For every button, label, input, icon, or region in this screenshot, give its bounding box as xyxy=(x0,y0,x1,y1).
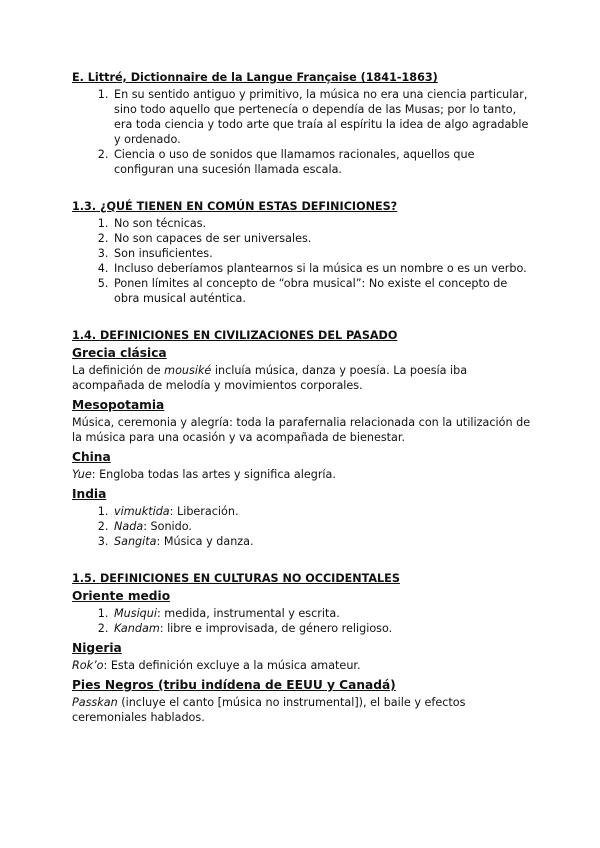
oriente-title: Oriente medio xyxy=(72,589,171,603)
mesopotamia-title: Mesopotamia xyxy=(72,398,165,412)
section-1-5-heading: 1.5. DEFINICIONES EN CULTURAS NO OCCIDENTALES xyxy=(72,572,400,585)
section-1-4-heading: 1.4. DEFINICIONES EN CIVILIZACIONES DEL PASADO xyxy=(72,329,398,342)
list-item: 5. Ponen límites al concepto de “obra musical”: No existe el concepto de obra musical auténtica. xyxy=(112,276,532,306)
list-item: 3. Son insuficientes. xyxy=(112,246,532,261)
term: Rok’o xyxy=(72,659,104,672)
india-title: India xyxy=(72,487,107,501)
list-item: 1. Musiqui: medida, instrumental y escrita. xyxy=(112,606,532,621)
oriente-list xyxy=(72,606,532,636)
list-item: 2. No son capaces de ser universales. xyxy=(112,231,532,246)
document-page xyxy=(72,70,532,725)
nigeria-text: Rok’o: Esta definición excluye a la música amateur. xyxy=(72,659,361,672)
india-list xyxy=(72,504,532,549)
section-1-3-heading: 1.3. ¿QUÉ TIENEN EN COMÚN ESTAS DEFINICIONES? xyxy=(72,200,398,213)
littre-list xyxy=(72,87,532,177)
list-item: 2. Kandam: libre e improvisada, de género religioso. xyxy=(112,621,532,636)
nigeria-title: Nigeria xyxy=(72,641,122,655)
mesopotamia-text: Música, ceremonia y alegría: toda la parafernalia relacionada con la utilización de la música para una ocasión y va acompañada de bienestar. xyxy=(72,416,531,444)
list-item: 1. No son técnicas. xyxy=(112,216,532,231)
list-item: 4. Incluso deberíamos plantearnos si la música es un nombre o es un verbo. xyxy=(112,261,532,276)
term: mousiké xyxy=(164,364,212,377)
grecia-title: Grecia clásica xyxy=(72,346,167,360)
littre-heading: E. Littré, Dictionnaire de la Langue Française (1841-1863) xyxy=(72,71,438,84)
pies-negros-title: Pies Negros (tribu indídena de EEUU y Canadá) xyxy=(72,678,396,692)
term: Passkan xyxy=(72,696,118,709)
china-text: Yue: Engloba todas las artes y significa alegría. xyxy=(72,468,336,481)
china-title: China xyxy=(72,450,111,464)
section-1-3-list xyxy=(72,216,532,306)
list-item: 1. vimuktida: Liberación. xyxy=(112,504,532,519)
list-item: 2. Ciencia o uso de sonidos que llamamos racionales, aquellos que configuran una sucesión llamada escala. xyxy=(112,147,532,177)
grecia-text: La definición de mousiké incluía música, danza y poesía. La poesía iba acompañada de melodía y movimientos corporales. xyxy=(72,364,468,392)
list-item: 3. Sangita: Música y danza. xyxy=(112,534,532,549)
list-item: 2. Nada: Sonido. xyxy=(112,519,532,534)
list-item: 1. En su sentido antiguo y primitivo, la música no era una ciencia particular, sino todo aquello que pertenecía o dependía de las Musas; por lo tanto, era toda ciencia y todo arte que traía al espíritu la idea de algo agradable y ordenado. xyxy=(112,87,532,147)
term: Yue xyxy=(72,468,92,481)
pies-negros-text: Passkan (incluye el canto [música no instrumental]), el baile y efectos ceremoniales hablados. xyxy=(72,696,466,724)
